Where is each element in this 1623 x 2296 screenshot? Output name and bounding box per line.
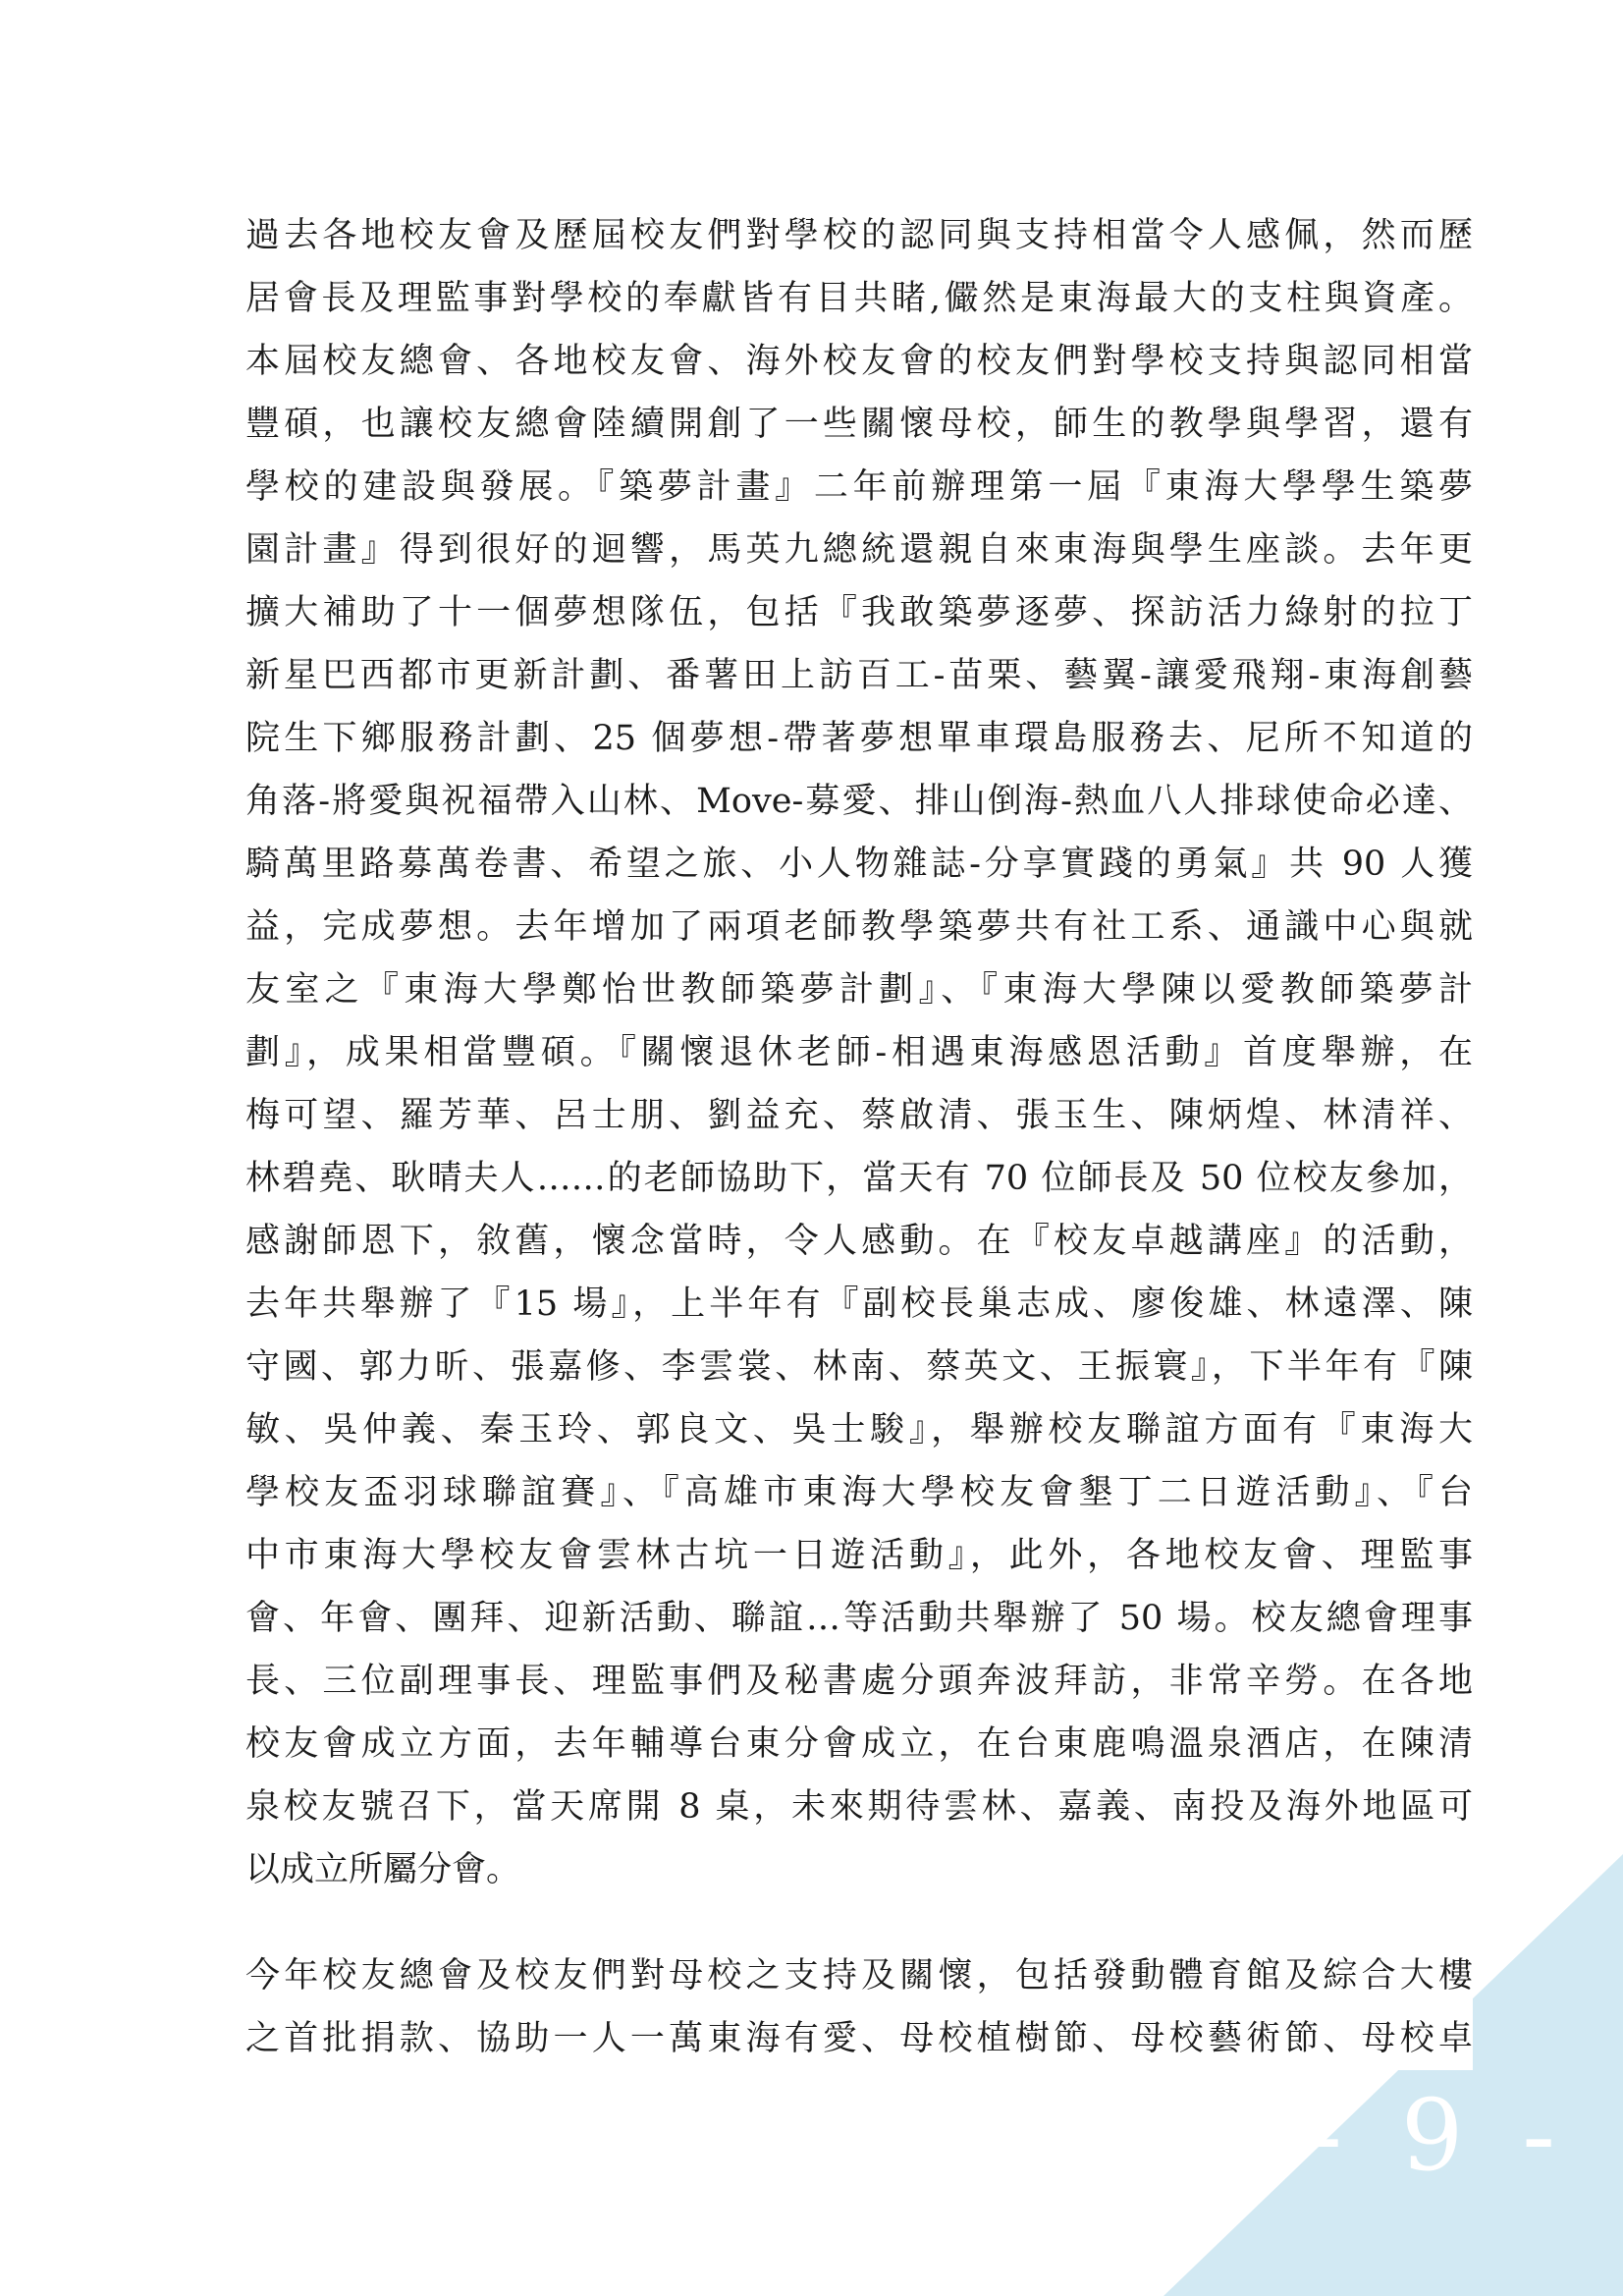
- text-line: 角落-將愛與祝福帶入山林、Move-募愛、排山倒海-熱血八人排球使命必達、: [245, 782, 1473, 821]
- text-line: 梅可望、羅芳華、呂士朋、劉益充、蔡啟清、張玉生、陳炳煌、林清祥、: [245, 1096, 1473, 1135]
- text-line: 騎萬里路募萬卷書、希望之旅、小人物雜誌-分享實踐的勇氣』共 90 人獲: [245, 845, 1473, 884]
- text-line: 去年共舉辦了『15 場』，上半年有『副校長巢志成、廖俊雄、林遠澤、陳: [245, 1285, 1473, 1324]
- text-line: 劃』，成果相當豐碩。『關懷退休老師-相遇東海感恩活動』首度舉辦，在: [245, 1033, 1473, 1072]
- page-number: - 9 -: [1309, 2078, 1569, 2193]
- text-line: 豐碩，也讓校友總會陸續開創了一些關懷母校，師生的教學與學習，還有: [245, 405, 1473, 444]
- text-line: 學校友盃羽球聯誼賽』、『高雄市東海大學校友會墾丁二日遊活動』、『台: [245, 1473, 1473, 1512]
- text-line: 敏、吳仲義、秦玉玲、郭良文、吳士駿』，舉辦校友聯誼方面有『東海大: [245, 1410, 1473, 1449]
- text-line: 居會長及理監事對學校的奉獻皆有目共睹,儼然是東海最大的支柱與資產。: [245, 279, 1473, 318]
- text-line: 院生下鄉服務計劃、25 個夢想-帶著夢想單車環島服務去、尼所不知道的: [245, 719, 1473, 758]
- text-line: 林碧堯、耿晴夫人……的老師協助下，當天有 70 位師長及 50 位校友參加，: [245, 1159, 1473, 1198]
- text-line: 守國、郭力昕、張嘉修、李雲裳、林南、蔡英文、王振寰』，下半年有『陳: [245, 1347, 1473, 1387]
- text-line: 本屆校友總會、各地校友會、海外校友會的校友們對學校支持與認同相當: [245, 342, 1473, 381]
- text-line: 之首批捐款、協助一人一萬東海有愛、母校植樹節、母校藝術節、母校卓: [245, 2007, 1473, 2070]
- text-line: 益，完成夢想。去年增加了兩項老師教學築夢共有社工系、通識中心與就: [245, 907, 1473, 947]
- text-line: 以成立所屬分會。: [245, 1850, 521, 1889]
- body-text: [245, 204, 1473, 2070]
- text-line: 過去各地校友會及歷屆校友們對學校的認同與支持相當令人感佩，然而歷: [245, 216, 1473, 255]
- text-line: 新星巴西都市更新計劃、番薯田上訪百工-苗栗、藝翼-讓愛飛翔-東海創藝: [245, 656, 1473, 695]
- text-line: 擴大補助了十一個夢想隊伍，包括『我敢築夢逐夢、探訪活力綠射的拉丁: [245, 593, 1473, 632]
- text-line: 今年校友總會及校友們對母校之支持及關懷，包括發動體育館及綜合大樓: [245, 1944, 1473, 2007]
- paragraph-1: [245, 204, 1473, 1901]
- text-line: 學校的建設與發展。『築夢計畫』二年前辦理第一屆『東海大學學生築夢: [245, 467, 1473, 507]
- text-line: 友室之『東海大學鄭怡世教師築夢計劃』、『東海大學陳以愛教師築夢計: [245, 970, 1473, 1010]
- text-line: 校友會成立方面，去年輔導台東分會成立，在台東鹿鳴溫泉酒店，在陳清: [245, 1724, 1473, 1764]
- text-line: 會、年會、團拜、迎新活動、聯誼…等活動共舉辦了 50 場。校友總會理事: [245, 1599, 1473, 1638]
- text-line: 感謝師恩下，敘舊，懷念當時，令人感動。在『校友卓越講座』的活動，: [245, 1222, 1473, 1261]
- text-line: 園計畫』得到很好的迴響，馬英九總統還親自來東海與學生座談。去年更: [245, 530, 1473, 570]
- text-line: 泉校友號召下，當天席開 8 桌，未來期待雲林、嘉義、南投及海外地區可: [245, 1787, 1473, 1827]
- paragraph-2: [245, 1944, 1473, 2070]
- paragraph-spacer: [245, 1901, 1473, 1944]
- text-line: 中市東海大學校友會雲林古坑一日遊活動』，此外，各地校友會、理監事: [245, 1536, 1473, 1575]
- text-line: 長、三位副理事長、理監事們及秘書處分頭奔波拜訪，非常辛勞。在各地: [245, 1662, 1473, 1701]
